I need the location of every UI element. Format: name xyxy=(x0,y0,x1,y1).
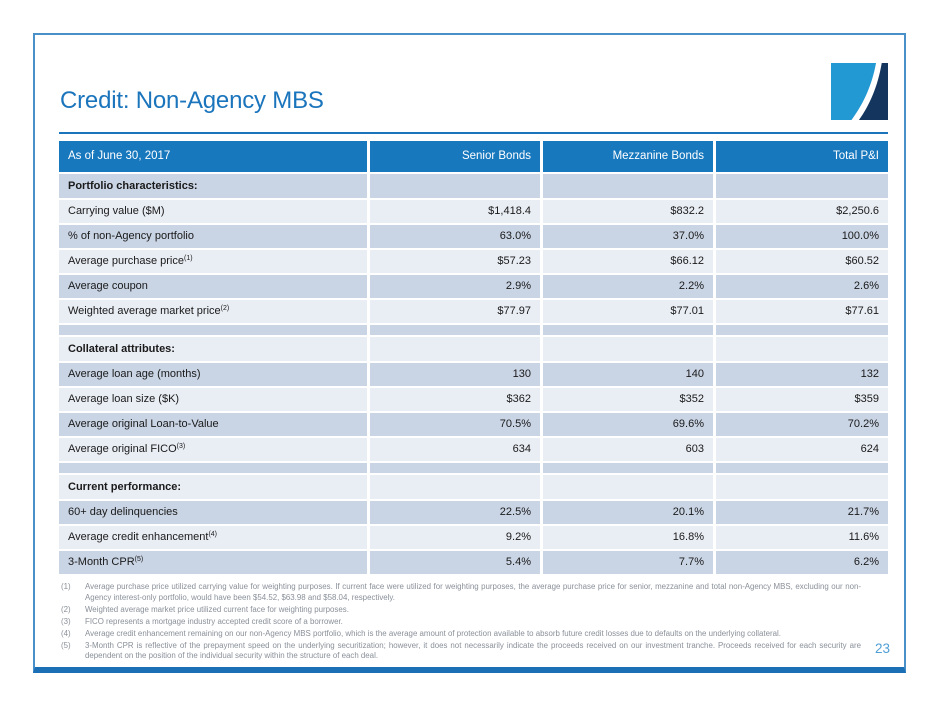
title-underline xyxy=(59,132,888,134)
table-row xyxy=(59,300,888,323)
row-value: 7.7% xyxy=(543,551,713,574)
row-value: 132 xyxy=(716,363,888,386)
table-header-mezzanine-bonds: Mezzanine Bonds xyxy=(543,141,713,172)
row-value: 2.2% xyxy=(543,275,713,298)
row-value: 16.8% xyxy=(543,526,713,549)
table-row xyxy=(59,438,888,461)
page-title: Credit: Non-Agency MBS xyxy=(60,87,324,114)
row-value: $2,250.6 xyxy=(716,200,888,223)
row-value xyxy=(716,325,888,335)
row-label: Collateral attributes: xyxy=(59,337,367,361)
table-row xyxy=(59,551,888,574)
row-value xyxy=(716,337,888,361)
row-label: Average loan age (months) xyxy=(59,363,367,386)
footnote-text: Average credit enhancement remaining on our non-Agency MBS portfolio, which is the average amount of protection available to absorb future credit losses due to defaults on the underlying collateral. xyxy=(85,628,781,638)
row-value: 21.7% xyxy=(716,501,888,524)
row-label: 3-Month CPR$^{(5)}$ xyxy=(59,551,367,574)
row-label: Carrying value ($M) xyxy=(59,200,367,223)
footnote-item xyxy=(61,617,861,628)
mbs-data-table xyxy=(59,141,888,576)
row-value: $352 xyxy=(543,388,713,411)
row-value: $359 xyxy=(716,388,888,411)
footnote-number: (1) xyxy=(61,582,71,591)
row-value: $832.2 xyxy=(543,200,713,223)
row-label: Current performance: xyxy=(59,475,367,499)
row-label: Average coupon xyxy=(59,275,367,298)
footnote-text: FICO represents a mortgage industry accepted credit score of a borrower. xyxy=(85,616,343,626)
row-value: 9.2% xyxy=(370,526,540,549)
footnote-reference: (4) xyxy=(208,531,218,538)
company-logo-icon xyxy=(831,63,888,120)
table-row xyxy=(59,388,888,411)
row-value: $77.61 xyxy=(716,300,888,323)
row-value xyxy=(543,463,713,473)
row-value: 69.6% xyxy=(543,413,713,436)
row-label: Portfolio characteristics: xyxy=(59,174,367,198)
row-value: $362 xyxy=(370,388,540,411)
footnotes xyxy=(61,582,861,663)
row-value: 6.2% xyxy=(716,551,888,574)
table-row xyxy=(59,363,888,386)
row-value xyxy=(716,463,888,473)
row-value xyxy=(543,325,713,335)
footnote-reference: (5) xyxy=(134,556,144,563)
row-value: $77.01 xyxy=(543,300,713,323)
table-header-row xyxy=(59,141,888,172)
footnote-item xyxy=(61,605,861,616)
footnote-text: Average purchase price utilized carrying value for weighting purposes. If current face were utilized for weighting purposes, the average purchase price for senior, mezzanine and total non-Agency MBS, excluding our non-Agency interest-only portfolio, would have been $54.52, $63.98 and $58.04, respectively. xyxy=(85,582,861,602)
row-label: Weighted average market price$^{(2)}$ xyxy=(59,300,367,323)
row-value xyxy=(543,174,713,198)
table-row xyxy=(59,526,888,549)
row-value xyxy=(370,325,540,335)
table-header-date: As of June 30, 2017 xyxy=(59,141,367,172)
row-label: 60+ day delinquencies xyxy=(59,501,367,524)
footnote-item xyxy=(61,629,861,640)
table-row xyxy=(59,174,888,198)
row-value xyxy=(716,174,888,198)
footnote-item xyxy=(61,641,861,663)
footnote-number: (3) xyxy=(61,616,71,626)
row-value: 2.9% xyxy=(370,275,540,298)
slide-frame xyxy=(33,33,906,673)
table-body xyxy=(59,174,888,574)
row-value xyxy=(370,463,540,473)
row-value: 634 xyxy=(370,438,540,461)
table-spacer-row xyxy=(59,463,888,473)
row-label: % of non-Agency portfolio xyxy=(59,225,367,248)
table-row xyxy=(59,337,888,361)
footnote-item xyxy=(61,582,861,604)
row-label xyxy=(59,463,367,473)
row-value: $77.97 xyxy=(370,300,540,323)
row-label: Average loan size ($K) xyxy=(59,388,367,411)
table-row xyxy=(59,475,888,499)
row-label xyxy=(59,325,367,335)
row-value xyxy=(543,337,713,361)
footnote-text: Weighted average market price utilized current face for weighting purposes. xyxy=(85,604,349,614)
row-value: $60.52 xyxy=(716,250,888,273)
row-value: 70.2% xyxy=(716,413,888,436)
row-value: $66.12 xyxy=(543,250,713,273)
row-value: 63.0% xyxy=(370,225,540,248)
row-value xyxy=(370,475,540,499)
row-value: 5.4% xyxy=(370,551,540,574)
row-value: 100.0% xyxy=(716,225,888,248)
row-value: 2.6% xyxy=(716,275,888,298)
table-row xyxy=(59,225,888,248)
row-value: 140 xyxy=(543,363,713,386)
row-value: $1,418.4 xyxy=(370,200,540,223)
row-value: 20.1% xyxy=(543,501,713,524)
table-row xyxy=(59,200,888,223)
row-value xyxy=(370,337,540,361)
footnote-reference: (2) xyxy=(220,305,230,312)
footnote-number: (2) xyxy=(61,604,71,614)
table-header-total-pi: Total P&I xyxy=(716,141,888,172)
row-value: 11.6% xyxy=(716,526,888,549)
table-row xyxy=(59,413,888,436)
row-label: Average purchase price$^{(1)}$ xyxy=(59,250,367,273)
row-value: 624 xyxy=(716,438,888,461)
footnote-text: 3-Month CPR is reflective of the prepayment speed on the underlying securitization; however, it does not necessarily indicate the proceeds received on our investment tranche. Proceeds received for each security are dependent on the position of the individual security within the structure of each deal. xyxy=(85,640,861,661)
row-value xyxy=(716,475,888,499)
footnote-number: (5) xyxy=(61,640,71,650)
row-value xyxy=(543,475,713,499)
row-value xyxy=(370,174,540,198)
footnote-reference: (3) xyxy=(176,443,186,450)
page-number: 23 xyxy=(874,641,890,656)
row-value: 37.0% xyxy=(543,225,713,248)
row-label: Average original Loan-to-Value xyxy=(59,413,367,436)
table-row xyxy=(59,275,888,298)
row-value: $57.23 xyxy=(370,250,540,273)
footnote-number: (4) xyxy=(61,628,71,638)
footnote-reference: (1) xyxy=(183,255,193,262)
row-label: Average original FICO$^{(3)}$ xyxy=(59,438,367,461)
row-label: Average credit enhancement$^{(4)}$ xyxy=(59,526,367,549)
table-row xyxy=(59,501,888,524)
row-value: 22.5% xyxy=(370,501,540,524)
row-value: 603 xyxy=(543,438,713,461)
row-value: 70.5% xyxy=(370,413,540,436)
table-header-senior-bonds: Senior Bonds xyxy=(370,141,540,172)
table-row xyxy=(59,250,888,273)
row-value: 130 xyxy=(370,363,540,386)
table-spacer-row xyxy=(59,325,888,335)
